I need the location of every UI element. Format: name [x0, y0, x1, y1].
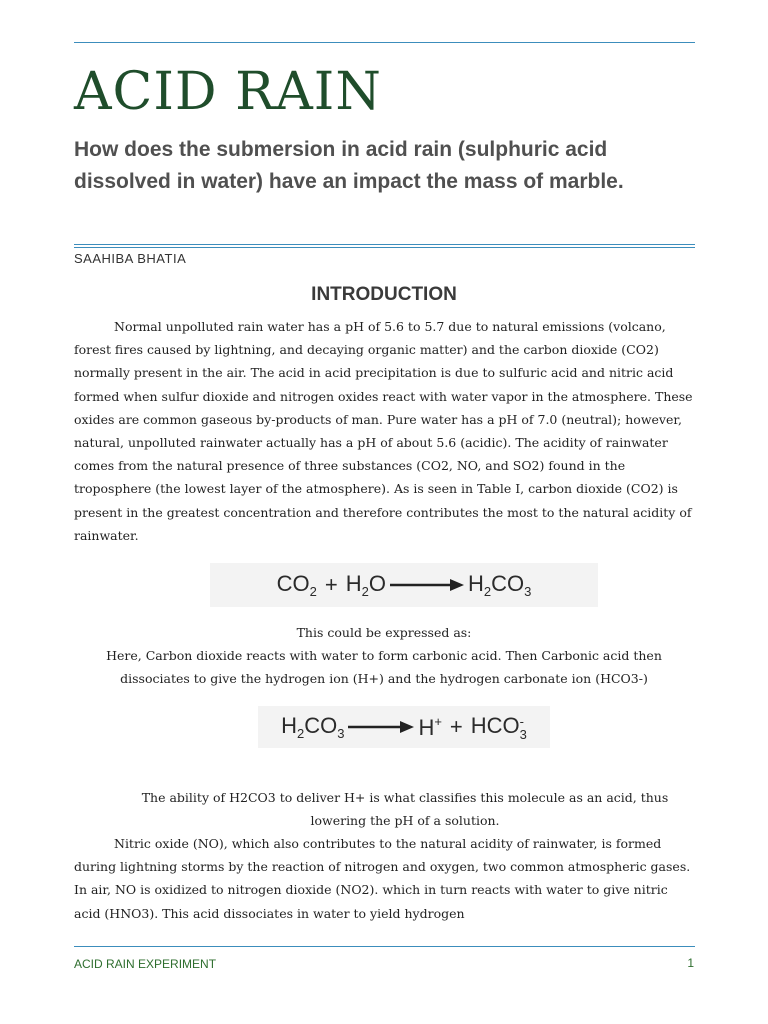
eq2-product-hco3-ion: HCO - 3	[470, 713, 527, 742]
eq1-plus: +	[324, 572, 338, 597]
eq1-reactant-co2: $CO_2$	[276, 571, 317, 599]
eq1-product-h2co3: $H_2CO_3$	[467, 571, 532, 599]
equation-carbonic-acid-formation	[210, 563, 598, 607]
equation-carbonic-acid-dissociation	[258, 706, 550, 748]
reaction-arrow-icon	[348, 721, 414, 733]
top-rule	[74, 42, 695, 43]
section-heading: INTRODUCTION	[311, 284, 457, 305]
ability-paragraph: The ability of H2CO3 to deliver H+ is what classifies this molecule as an acid, thus lowering the pH of a solution.	[141, 790, 669, 829]
eq1-reactant-h2o: $H_2O$	[345, 571, 386, 599]
footer-rule	[74, 946, 695, 947]
document-subtitle: How does the submersion in acid rain (sulphuric acid dissolved in water) have an impact the mass of marble.	[74, 138, 624, 193]
eq2-product-h-ion: H+	[418, 713, 442, 740]
document-title: ACID RAIN	[74, 62, 382, 122]
intro-paragraph: Normal unpolluted rain water has a pH of 5.6 to 5.7 due to natural emissions (volcano, forest fires caused by lightning, and decaying organic matter) and the carbon dioxide (CO2) normally present in the air. The acid in acid precipitation is due to sulfuric acid and nitric acid formed when sulfur dioxide and nitrogen oxides react with water vapor in the atmosphere. These oxides are common gaseous by-products of man. Pure water has a pH of 7.0 (neutral); however, natural, unpolluted rainwater actually has a pH of about 5.6 (acidic). The acidity of rainwater comes from the natural presence of three substances (CO2, NO, and SO2) found in the troposphere (the lowest layer of the atmosphere). As is seen in Table I, carbon dioxide (CO2) is present in the greatest concentration and therefore contributes the most to the natural acidity of rainwater.	[74, 319, 693, 543]
subtitle-rule-lower	[74, 247, 695, 248]
eq2-reactant-h2co3: $H_2CO_3$	[281, 713, 345, 741]
author-name: SAAHIBA BHATIA	[74, 251, 187, 266]
footer-title: ACID RAIN EXPERIMENT	[74, 957, 217, 971]
nitric-oxide-paragraph: Nitric oxide (NO), which also contributes to the natural acidity of rainwater, is formed during lightning storms by the reaction of nitrogen and oxygen, two common atmospheric gases. In air, NO is oxidized to nitrogen dioxide (NO2). which in turn reacts with water to give nitric acid (HNO3). This acid dissociates in water to yield hydrogen	[74, 836, 691, 921]
expressed-line: This could be expressed as:	[296, 625, 472, 640]
eq2-plus: +	[449, 714, 463, 739]
reaction-arrow-icon	[390, 579, 464, 591]
subtitle-rule-upper	[74, 244, 695, 245]
page-number: 1	[687, 956, 694, 970]
expressed-paragraph: Here, Carbon dioxide reacts with water to form carbonic acid. Then Carbonic acid then dissociates to give the hydrogen ion (H+) and the hydrogen carbonate ion (HCO3-)	[106, 648, 662, 687]
